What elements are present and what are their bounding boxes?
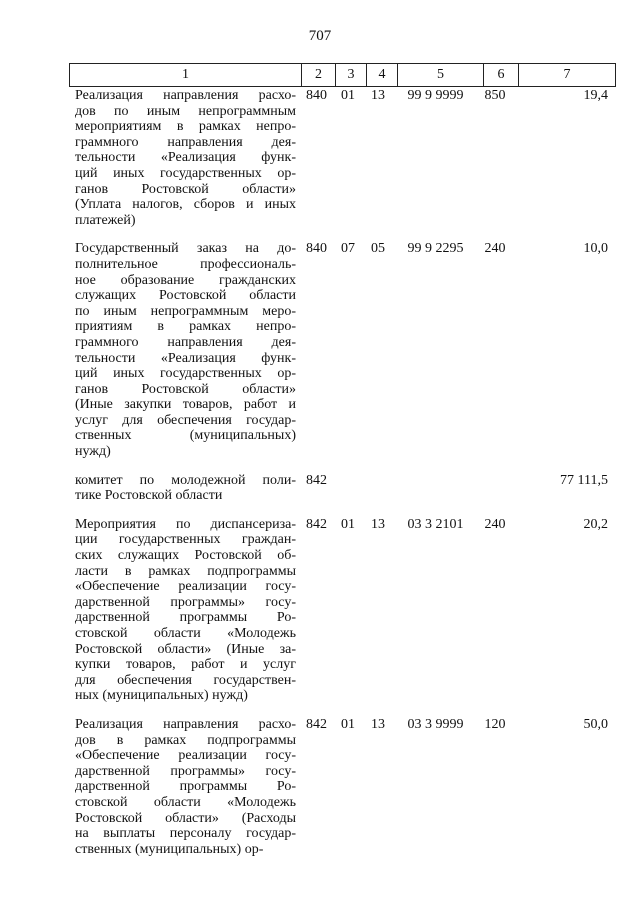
description-line: ганов Ростовской области» [75, 181, 296, 197]
amount: 50,0 [583, 716, 608, 732]
description-line: для обеспечения государствен- [75, 672, 296, 688]
description-line: ное образование гражданских [75, 272, 296, 288]
description-line: Мероприятия по диспансериза- [75, 516, 296, 532]
table-row [69, 88, 612, 241]
description-line: тельности «Реализация функ- [75, 150, 296, 166]
header-cell-7: 7 [519, 64, 616, 87]
description-line: полнительное профессиональ- [75, 256, 296, 272]
amount: 77 111,5 [560, 472, 608, 488]
target-article-code: 03 3 2101 [407, 516, 464, 532]
description-line: дарственной программы Ро- [75, 779, 296, 795]
description-line: Реализация направления расхо- [75, 88, 296, 103]
row-description [69, 473, 300, 517]
expense-type-code: 240 [484, 241, 506, 257]
section-code [333, 473, 363, 517]
description-line: дов в рамках подпрограммы [75, 732, 296, 748]
row-description [69, 717, 300, 870]
ministry-code: 842 [306, 472, 327, 488]
description-line: тельности «Реализация функ- [75, 350, 296, 366]
description-line: ских служащих Ростовской об- [75, 548, 296, 564]
target-article-code: 99 9 9999 [407, 88, 464, 103]
header-cell-1: 1 [70, 64, 302, 87]
subsection-code: 13 [371, 716, 385, 732]
description-line: нужд) [75, 444, 111, 460]
description-line: ций иных государственных ор- [75, 366, 296, 382]
target-article-code: 99 9 2295 [407, 241, 464, 257]
description-line: Ростовской области» (Иные за- [75, 641, 296, 657]
section-code: 01 [341, 516, 355, 532]
header-cell-5: 5 [398, 64, 484, 87]
description-line: ственных (муниципальных) ор- [75, 841, 264, 857]
description-line: ганов Ростовской области» [75, 381, 296, 397]
description-line: «Обеспечение реализации госу- [75, 748, 296, 764]
description-line: (Уплата налогов, сборов и иных [75, 197, 296, 213]
description-line: граммного направления дея- [75, 134, 296, 150]
header-cell-6: 6 [484, 64, 519, 87]
ministry-code: 842 [306, 716, 327, 732]
section-code: 01 [341, 88, 355, 103]
header-cell-2: 2 [302, 64, 336, 87]
target-article-code: 03 3 9999 [407, 716, 464, 732]
description-line: дарственной программы» госу- [75, 594, 296, 610]
description-line: ции государственных граждан- [75, 532, 296, 548]
description-line: тике Ростовской области [75, 488, 223, 504]
description-line: Реализация направления расхо- [75, 716, 296, 732]
description-line: дарственной программы» госу- [75, 763, 296, 779]
description-line: граммного направления дея- [75, 334, 296, 350]
target-article-code [393, 473, 478, 517]
expense-type-code: 240 [484, 516, 506, 532]
amount: 19,4 [583, 88, 608, 103]
description-line: стовской области «Молодежь [75, 626, 296, 641]
description-line: «Обеспечение реализации госу- [75, 579, 296, 595]
description-line: ласти в рамках подпрограммы [75, 563, 296, 579]
description-line: приятиям в рамках непро- [75, 319, 296, 335]
description-line: (Иные закупки товаров, работ и [75, 397, 296, 413]
description-line: ных (муниципальных) нужд) [75, 688, 248, 704]
description-line: платежей) [75, 212, 136, 228]
description-line: по иным непрограммным меро- [75, 303, 296, 319]
header-cell-4: 4 [367, 64, 398, 87]
description-line: комитет по молодежной поли- [75, 472, 296, 488]
description-line: ственных (муниципальных) [75, 428, 296, 444]
subsection-code: 13 [371, 516, 385, 532]
budget-table [69, 88, 612, 870]
subsection-code: 05 [371, 241, 385, 257]
row-description [69, 88, 300, 241]
table-row [69, 241, 612, 472]
table-row [69, 517, 612, 717]
description-line: Ростовской области» (Расходы [75, 810, 296, 826]
page-number: 707 [308, 28, 332, 44]
subsection-code: 13 [371, 88, 385, 103]
row-description [69, 517, 300, 717]
ministry-code: 842 [306, 516, 327, 532]
description-line: стовской области «Молодежь [75, 794, 296, 810]
table-row [69, 473, 612, 517]
section-code: 07 [341, 241, 355, 257]
expense-type-code [478, 473, 512, 517]
description-line: купки товаров, работ и услуг [75, 657, 296, 673]
description-line: Государственный заказ на до- [75, 241, 296, 257]
header-cell-3: 3 [336, 64, 367, 87]
description-line: услуг для обеспечения государ- [75, 412, 296, 428]
description-line: на выплаты персоналу государ- [75, 826, 296, 842]
row-description [69, 241, 300, 472]
expense-type-code: 120 [484, 716, 506, 732]
table-header [69, 63, 616, 87]
table-row [69, 717, 612, 870]
description-line: служащих Ростовской области [75, 288, 296, 304]
amount: 10,0 [583, 241, 608, 257]
description-line: ций иных государственных ор- [75, 165, 296, 181]
description-line: дарственной программы Ро- [75, 610, 296, 626]
expense-type-code: 850 [484, 88, 506, 103]
description-line: мероприятиям в рамках непро- [75, 119, 296, 135]
ministry-code: 840 [306, 241, 327, 257]
ministry-code: 840 [306, 88, 327, 103]
section-code: 01 [341, 716, 355, 732]
subsection-code [363, 473, 393, 517]
description-line: дов по иным непрограммным [75, 103, 296, 119]
amount: 20,2 [583, 516, 608, 532]
